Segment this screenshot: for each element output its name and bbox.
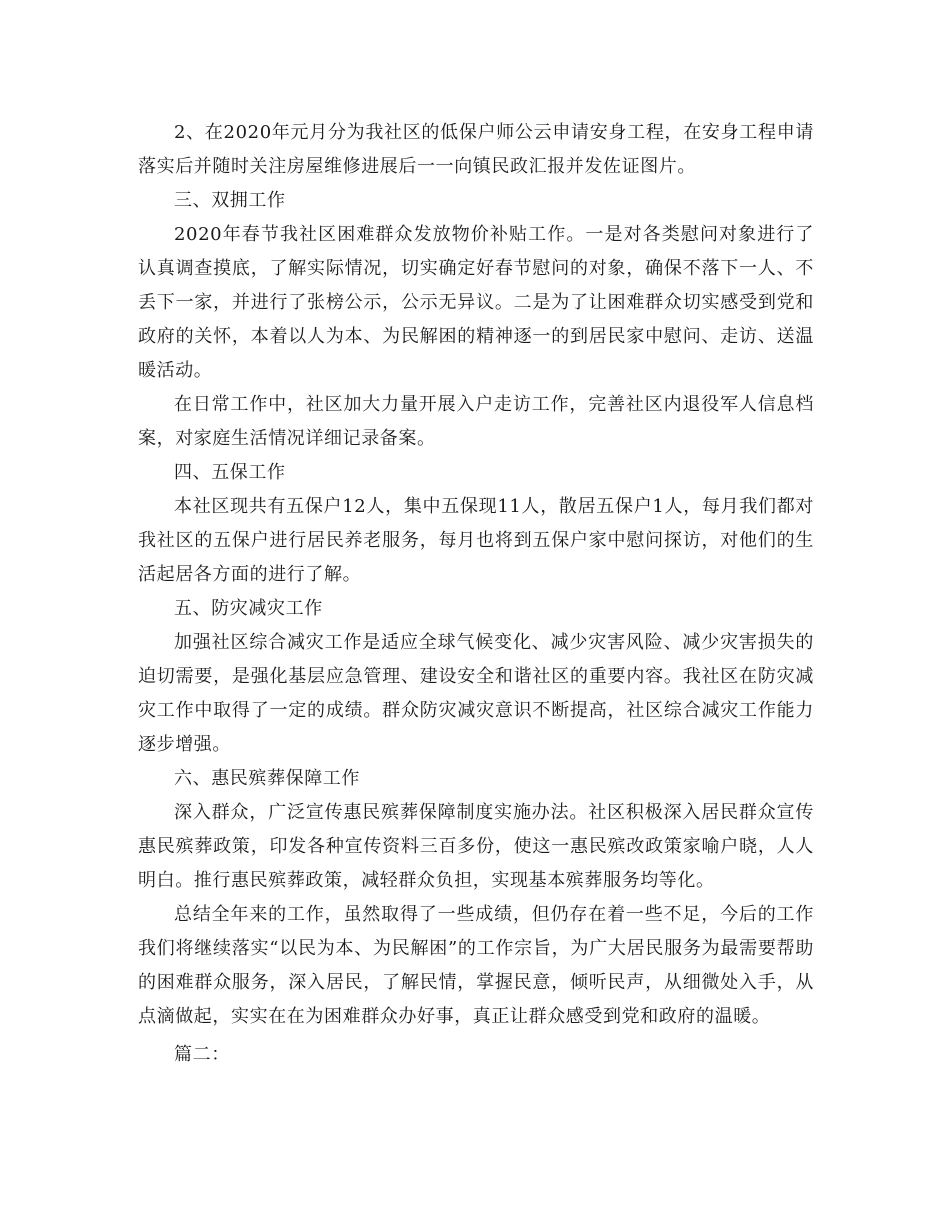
section-heading-funeral-support: 六、惠民殡葬保障工作 (174, 768, 360, 789)
paragraph-funeral-support: 深入群众，广泛宣传惠民殡葬保障制度实施办法。社区积极深入居民群众宣传惠民殡葬政策，印发各种宣传资料三百多份，使这一惠民殡改政策家喻户晓，人人明白。推行惠民殡葬政策，减轻群众负担，实现基本殡葬服务均等化。 (138, 802, 814, 891)
paragraph-spring-festival-subsidy: 2020年春节我社区困难群众发放物价补贴工作。一是对各类慰问对象进行了认真调查摸底，了解实际情况，切实确定好春节慰问的对象，确保不落下一人、不丢下一家，并进行了张榜公示，公示无异议。二是为了让困难群众切实感受到党和政府的关怀，本着以人为本、为民解困的精神逐一的到居民家中慰问、走访、送温暖活动。 (138, 224, 814, 381)
paragraph-daily-visits: 在日常工作中，社区加大力量开展入户走访工作，完善社区内退役军人信息档案，对家庭生活情况详细记录备案。 (138, 394, 814, 449)
paragraph-disaster-prevention: 加强社区综合减灾工作是适应全球气候变化、减少灾害风险、减少灾害损失的迫切需要，是强化基层应急管理、建设安全和谐社区的重要内容。我社区在防灾减灾工作中取得了一定的成绩。群众防灾减灾意识不断提高，社区综合减灾工作能力逐步增强。 (138, 632, 814, 755)
section-heading-disaster-prevention: 五、防灾减灾工作 (174, 598, 323, 619)
document-body (138, 116, 814, 1072)
paragraph-summary: 总结全年来的工作，虽然取得了一些成绩，但仍存在着一些不足，今后的工作我们将继续落实“以民为本、为民解困”的工作宗旨，为广大居民服务为最需要帮助的困难群众服务，深入居民，了解民情，掌握民意，倾听民声，从细微处入手，从点滴做起，实实在在为困难群众办好事，真正让群众感受到党和政府的温暖。 (138, 904, 814, 1027)
section-heading-shuangyong: 三、双拥工作 (174, 190, 286, 211)
paragraph-item-2: 2、在2020年元月分为我社区的低保户师公云申请安身工程，在安身工程申请落实后并随时关注房屋维修进展后一一向镇民政汇报并发佐证图片。 (138, 122, 814, 177)
part-two-label: 篇二： (174, 1044, 230, 1065)
section-heading-wubao: 四、五保工作 (174, 462, 286, 483)
paragraph-wubao: 本社区现共有五保户12人，集中五保现11人，散居五保户1人，每月我们都对我社区的五保户进行居民养老服务，每月也将到五保户家中慰问探访，对他们的生活起居各方面的进行了解。 (138, 496, 814, 585)
